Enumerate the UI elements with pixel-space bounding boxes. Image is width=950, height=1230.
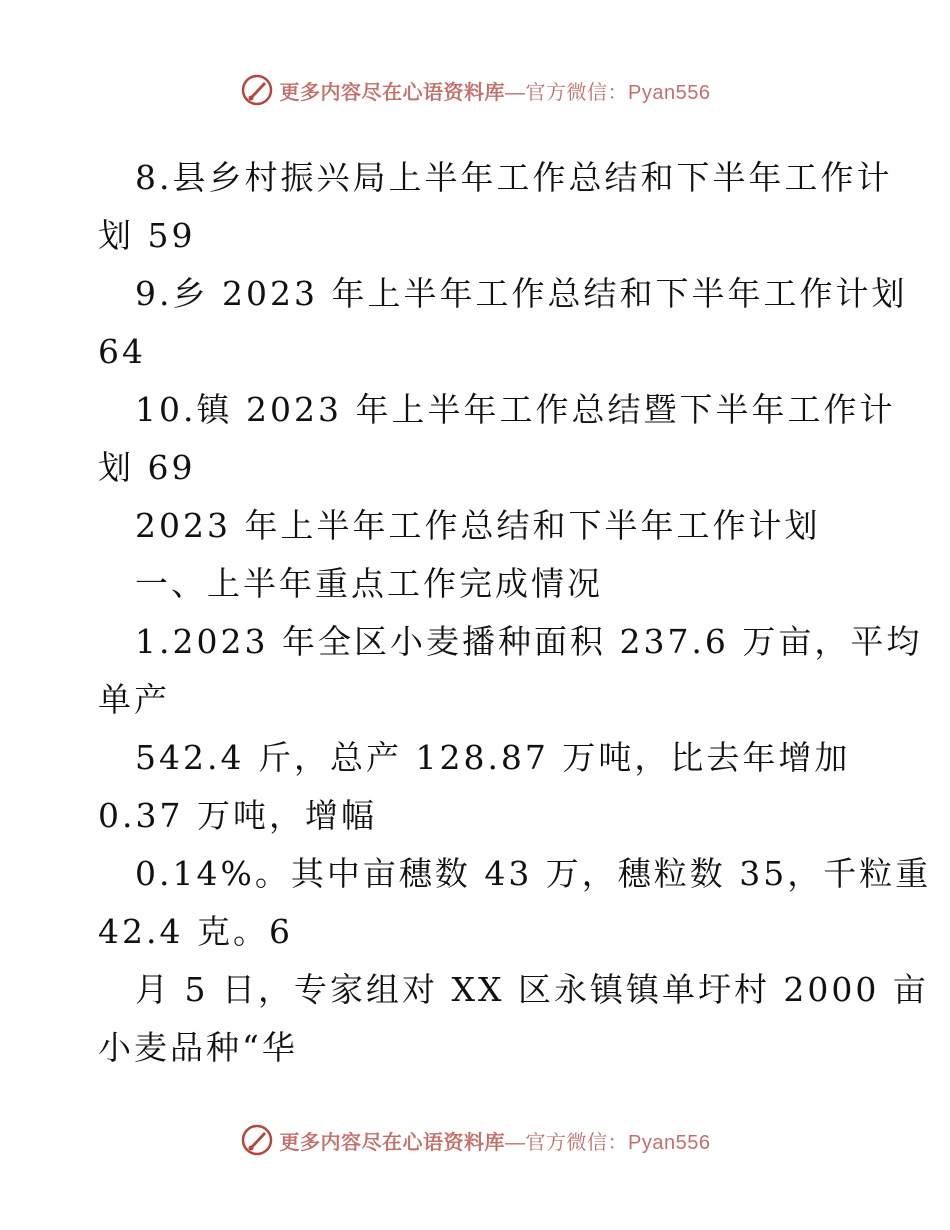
watermark-text bbox=[280, 76, 711, 105]
text-line: 0.14%。其中亩穗数 43 万，穗粒数 35，千粒重 bbox=[135, 854, 932, 893]
text-line: 单产 bbox=[98, 680, 170, 719]
text-line: 划 59 bbox=[98, 216, 196, 255]
watermark-brand: 更多内容尽在心语资料库 bbox=[279, 81, 506, 104]
text-line: 8.县乡村振兴局上半年工作总结和下半年工作计 bbox=[135, 158, 893, 197]
watermark-handle: Pyan556 bbox=[628, 1131, 711, 1154]
watermark-dash: — bbox=[505, 1131, 526, 1154]
text-line: 0.37 万吨，增幅 bbox=[98, 796, 377, 835]
text-line: 月 5 日，专家组对 XX 区永镇镇单圩村 2000 亩 bbox=[135, 970, 929, 1009]
watermark-official: 官方微信： bbox=[525, 1131, 629, 1154]
text-line: 10.镇 2023 年上半年工作总结暨下半年工作计 bbox=[135, 390, 896, 429]
watermark-handle: Pyan556 bbox=[628, 81, 711, 104]
text-line: 42.4 克。6 bbox=[98, 912, 293, 951]
section-heading: 一、上半年重点工作完成情况 bbox=[135, 564, 603, 603]
watermark-text bbox=[280, 1126, 711, 1155]
text-line: 542.4 斤，总产 128.87 万吨，比去年增加 bbox=[135, 738, 851, 777]
watermark-dash: — bbox=[505, 81, 526, 104]
header-watermark bbox=[0, 70, 950, 110]
watermark-brand: 更多内容尽在心语资料库 bbox=[279, 1131, 506, 1154]
text-line: 划 69 bbox=[98, 448, 196, 487]
text-line: 64 bbox=[98, 332, 146, 371]
quill-emblem-icon bbox=[240, 73, 274, 107]
watermark-official: 官方微信： bbox=[525, 81, 629, 104]
text-line: 小麦品种“华 bbox=[98, 1028, 298, 1067]
quill-emblem-icon bbox=[240, 1123, 274, 1157]
footer-watermark bbox=[0, 1120, 950, 1160]
text-line: 9.乡 2023 年上半年工作总结和下半年工作计划 bbox=[135, 274, 908, 313]
text-line: 2023 年上半年工作总结和下半年工作计划 bbox=[135, 506, 821, 545]
text-line: 1.2023 年全区小麦播种面积 237.6 万亩，平均 bbox=[135, 622, 923, 661]
